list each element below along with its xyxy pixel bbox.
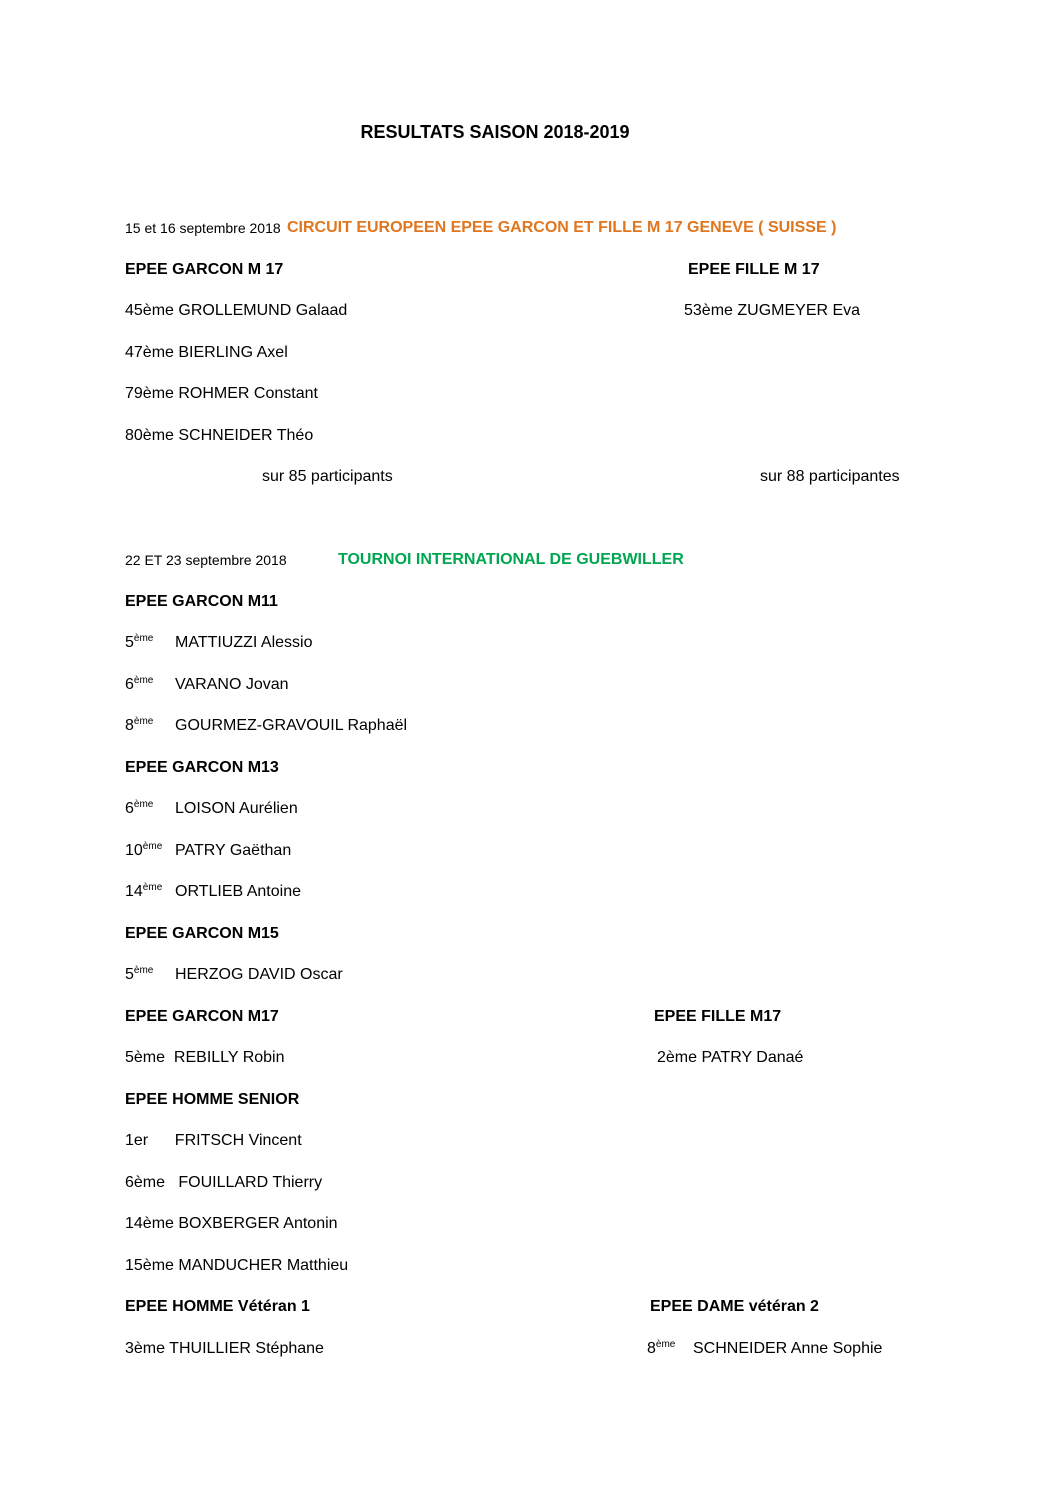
result-name: HERZOG DAVID Oscar — [175, 966, 343, 983]
category-heading: EPEE GARCON M11 — [125, 592, 278, 610]
heading-row — [0, 756, 1058, 798]
result-line: 6ème FOUILLARD Thierry — [125, 1173, 323, 1191]
heading-row — [0, 1005, 1058, 1047]
result-line: 2ème PATRY Danaé — [657, 1049, 804, 1066]
ordinal-suffix: ème — [133, 633, 154, 644]
event-title: TOURNOI INTERNATIONAL DE GUEBWILLER — [338, 551, 684, 568]
rank-number: 8 — [125, 717, 134, 734]
rank-number: 10 — [125, 841, 143, 859]
result-rank — [125, 675, 175, 697]
result-line: 45ème GROLLEMUND Galaad — [125, 302, 348, 319]
rank-number: 14 — [125, 883, 143, 900]
result-rank — [125, 841, 175, 863]
category-heading: EPEE GARCON M13 — [125, 758, 279, 776]
result-name: VARANO Jovan — [175, 675, 289, 693]
result-line — [125, 882, 301, 904]
result-row — [0, 631, 1058, 673]
ordinal-suffix: ème — [133, 799, 154, 810]
category-heading: EPEE FILLE M 17 — [688, 260, 820, 278]
category-heading: EPEE HOMME Vétéran 1 — [125, 1298, 310, 1315]
result-row — [0, 880, 1058, 922]
category-heading: EPEE GARCON M15 — [125, 924, 279, 942]
heading-row — [0, 1088, 1058, 1130]
participants-note: sur 88 participantes — [760, 468, 900, 485]
result-line: 79ème ROHMER Constant — [125, 385, 318, 402]
document-body — [0, 216, 1058, 1378]
result-line: 3ème THUILLIER Stéphane — [125, 1339, 324, 1357]
result-line — [125, 965, 343, 987]
ordinal-suffix: ème — [133, 674, 154, 686]
note-row — [0, 465, 1058, 507]
result-row — [0, 714, 1058, 756]
ordinal-suffix: ème — [133, 965, 154, 976]
result-line — [125, 841, 291, 863]
rank-number: 5 — [125, 634, 134, 651]
result-name: GOURMEZ-GRAVOUIL Raphaël — [175, 717, 408, 734]
category-heading: EPEE GARCON M17 — [125, 1007, 279, 1025]
result-line: 5ème REBILLY Robin — [125, 1049, 285, 1066]
rank-number: 5 — [125, 966, 134, 983]
result-row — [0, 382, 1058, 424]
result-row — [0, 1337, 1058, 1379]
result-line: 80ème SCHNEIDER Théo — [125, 426, 314, 444]
event-date: 22 ET 23 septembre 2018 — [125, 552, 287, 568]
result-rank — [647, 1339, 693, 1361]
result-row — [0, 1171, 1058, 1213]
result-rank — [125, 799, 175, 821]
rank-number: 6 — [125, 800, 134, 817]
result-row — [0, 341, 1058, 383]
rank-number: 6 — [125, 675, 134, 693]
ordinal-suffix: ème — [142, 882, 163, 893]
category-heading: EPEE FILLE M17 — [654, 1007, 782, 1025]
heading-row — [0, 922, 1058, 964]
event-row — [0, 216, 1058, 258]
result-line: 47ème BIERLING Axel — [125, 343, 288, 361]
result-rank — [125, 882, 175, 904]
result-line: 1er FRITSCH Vincent — [125, 1132, 302, 1149]
result-row — [0, 1129, 1058, 1171]
result-rank — [125, 965, 175, 987]
result-line — [125, 633, 313, 655]
result-line — [125, 716, 407, 738]
result-line — [125, 675, 289, 697]
result-name: SCHNEIDER Anne Sophie — [693, 1339, 883, 1357]
result-name: PATRY Gaëthan — [175, 841, 292, 859]
heading-row — [0, 258, 1058, 300]
ordinal-suffix: ème — [655, 1338, 676, 1350]
result-rank — [125, 716, 175, 738]
result-row — [0, 1212, 1058, 1254]
result-line: 53ème ZUGMEYER Eva — [684, 302, 861, 319]
ordinal-suffix: ème — [142, 840, 163, 852]
result-row — [0, 1254, 1058, 1296]
result-line — [125, 799, 298, 821]
participants-note: sur 85 participants — [262, 468, 393, 485]
result-name: ORTLIEB Antoine — [175, 883, 301, 900]
event-title: CIRCUIT EUROPEEN EPEE GARCON ET FILLE M 17 GENEVE ( SUISSE ) — [287, 219, 837, 236]
result-row — [0, 1046, 1058, 1088]
result-rank — [125, 633, 175, 655]
result-row — [0, 797, 1058, 839]
event-row — [0, 548, 1058, 590]
result-line — [647, 1339, 882, 1361]
event-date: 15 et 16 septembre 2018 — [125, 220, 281, 236]
result-name: MATTIUZZI Alessio — [175, 634, 313, 651]
result-name: LOISON Aurélien — [175, 800, 298, 817]
category-heading: EPEE HOMME SENIOR — [125, 1090, 300, 1108]
result-row — [0, 839, 1058, 881]
heading-row — [0, 1295, 1058, 1337]
ordinal-suffix: ème — [133, 716, 154, 727]
category-heading: EPEE DAME vétéran 2 — [650, 1298, 819, 1315]
category-heading: EPEE GARCON M 17 — [125, 260, 284, 278]
result-row — [0, 673, 1058, 715]
result-row — [0, 299, 1058, 341]
document-title: RESULTATS SAISON 2018-2019 — [360, 122, 630, 142]
result-line: 14ème BOXBERGER Antonin — [125, 1215, 338, 1232]
heading-row — [0, 590, 1058, 632]
result-line: 15ème MANDUCHER Matthieu — [125, 1256, 349, 1274]
result-row — [0, 963, 1058, 1005]
rank-number: 8 — [647, 1339, 656, 1357]
result-row — [0, 424, 1058, 466]
